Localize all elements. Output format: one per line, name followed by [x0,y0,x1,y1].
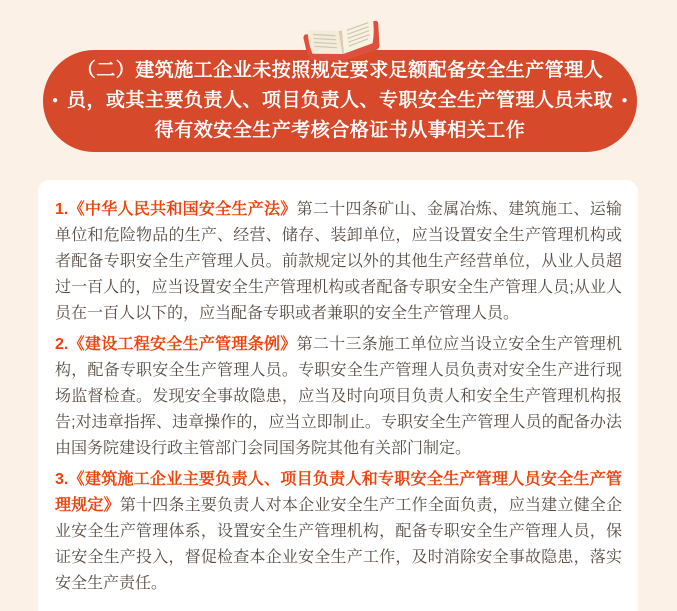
banner-line-2-text: 员，或其主要负责人、项目负责人、专职安全生产管理人员未取 [66,90,613,111]
law-3-title: 3.《建筑施工企业主要负责人、项目负责人和专职安全生产管理人员安全生产管理规定》 [55,471,622,514]
law-2-title: 2.《建设工程安全生产管理条例》 [55,336,297,353]
left-bullet-dot: ● [52,95,59,106]
law-paragraph-2 [55,332,622,462]
law-2-body: 第二十三条施工单位应当设立安全生产管理机构，配备专职安全生产管理人员。专职安全生产管理人员负责对安全生产进行现场监督检查。发现安全事故隐患，应当及时向项目负责人和安全生产管理机构报告;对违章指挥、违章操作的，应当立即制止。专职安全生产管理人员的配备办法由国务院建设行政主管部门会同国务院其他有关部门制定。 [55,336,622,457]
open-book-icon [301,18,383,67]
law-paragraph-3 [55,467,622,597]
law-content-card [38,180,638,611]
banner-line-2 [43,86,637,116]
banner-line-3: 得有效安全生产考核合格证书从事相关工作 [154,120,526,141]
banner-line-1: （二）建筑施工企业未按照规定要求足额配备安全生产管理人 [76,60,604,81]
law-1-title: 1.《中华人民共和国安全生产法》 [55,201,297,218]
right-bullet-dot: ● [621,95,628,106]
law-3-body: 第十四条主要负责人对本企业安全生产工作全面负责，应当建立健全企业安全生产管理体系，设置安全生产管理机构，配备专职安全生产管理人员，保证安全生产投入，督促检查本企业安全生产工作，及时消除安全事故隐患，落实安全生产责任。 [55,497,622,592]
law-paragraph-1 [55,197,622,327]
law-1-body: 第二十四条矿山、金属冶炼、建筑施工、运输单位和危险物品的生产、经营、储存、装卸单位，应当设置安全生产管理机构或者配备专职安全生产管理人员。前款规定以外的其他生产经营单位，从业人员超过一百人的，应当设置安全生产管理机构或者配备专职安全生产管理人员;从业人员在一百人以下的，应当配备专职或者兼职的安全生产管理人员。 [55,201,622,322]
